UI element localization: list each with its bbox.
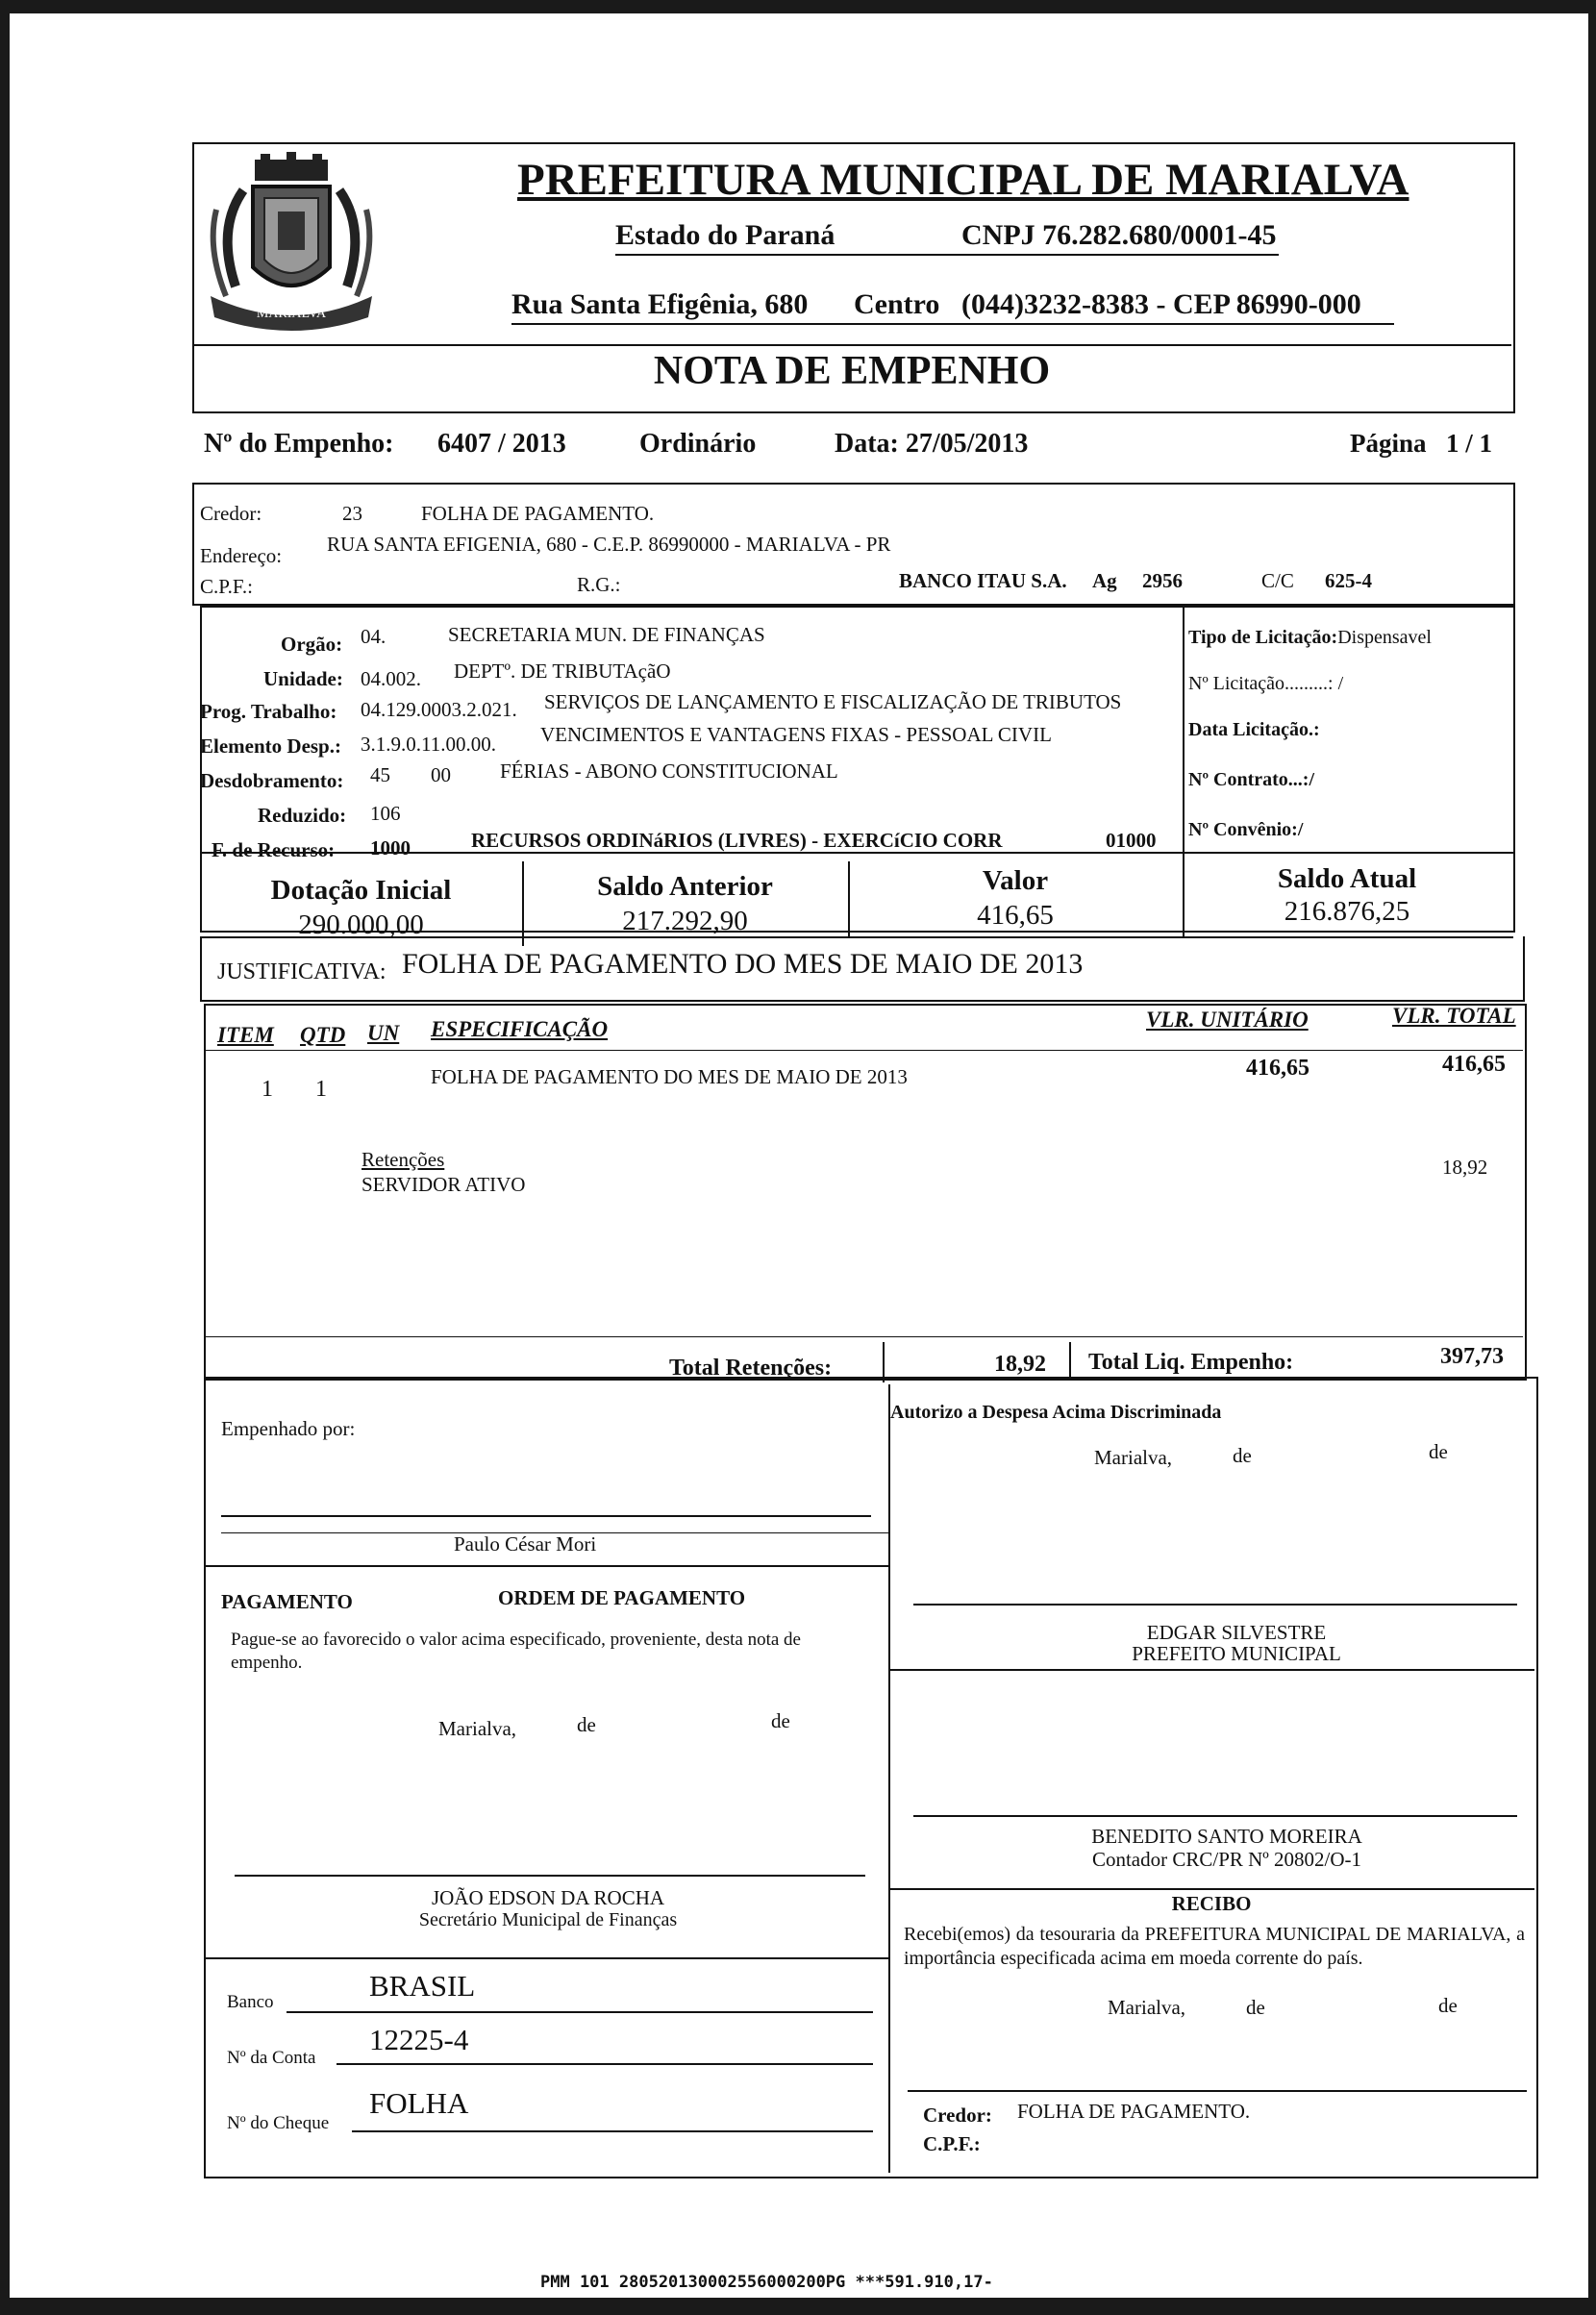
empenho-date: Data: 27/05/2013 [835, 429, 1029, 459]
prog-trabalho-label: Prog. Trabalho: [200, 700, 337, 723]
dotacao-label: Dotação Inicial [270, 875, 452, 906]
banco-value: BRASIL [369, 1969, 476, 2003]
endereco-label: Endereço: [200, 544, 283, 567]
state-name: Estado do Paraná [615, 219, 835, 251]
desdobramento-name: FÉRIAS - ABONO CONSTITUCIONAL [500, 759, 838, 783]
recibo-cpf-label: C.P.F.: [923, 2132, 981, 2155]
unidade-label: Unidade: [263, 667, 343, 690]
tipo-licitacao [1188, 627, 1432, 649]
prog-trabalho-name: SERVIÇOS DE LANÇAMENTO E FISCALIZAÇÃO DE TRIBUTOS [544, 690, 1122, 713]
agency-label: Ag [1092, 569, 1117, 592]
state-underline [615, 254, 1279, 256]
pagamento-text: Pague-se ao favorecido o valor acima especificado, proveniente, desta nota de empenho. [231, 1630, 801, 1673]
pagamento-place: Marialva, [438, 1717, 517, 1740]
conta-value: 12225-4 [369, 2023, 469, 2056]
saldo-atual-label: Saldo Atual [1277, 863, 1417, 894]
retencoes-value: 18,92 [1442, 1156, 1488, 1179]
svg-text:MARIALVA: MARIALVA [256, 307, 327, 321]
total-liquido-value: 397,73 [1440, 1344, 1504, 1369]
recibo-text: Recebi(emos) da tesouraria da PREFEITURA MUNICIPAL DE MARIALVA, a importância especificada acima em moeda corrente do país. [904, 1924, 1525, 1969]
scan-bottom-edge [0, 2298, 1596, 2315]
ordem-pagamento-label: ORDEM DE PAGAMENTO [498, 1586, 746, 1609]
col-un: UN [367, 1021, 400, 1045]
unidade-name: DEPTº. DE TRIBUTAçãO [454, 660, 671, 683]
recibo-de2: de [1438, 1994, 1458, 2017]
cheque-line [352, 2130, 873, 2132]
prog-trabalho-code: 04.129.0003.2.021. [361, 698, 517, 721]
col-vlr-unitario: VLR. UNITÁRIO [1146, 1008, 1309, 1032]
banco-line [287, 2011, 873, 2013]
header-divider [192, 344, 1511, 346]
cheque-value: FOLHA [369, 2086, 469, 2120]
prefeito-name: EDGAR SILVESTRE [1146, 1621, 1327, 1644]
scan-left-edge [0, 0, 10, 2315]
empenho-number: 6407 / 2013 [437, 429, 566, 459]
orgao-code: 04. [361, 625, 387, 648]
empenhado-signature-line [221, 1515, 871, 1517]
bank-name: BANCO ITAU S.A. [899, 569, 1067, 592]
secretario-signature-line [235, 1875, 865, 1877]
saldo-anterior-value: 217.292,90 [622, 906, 748, 936]
elemento-label: Elemento Desp.: [200, 734, 341, 758]
recibo-credor-value: FOLHA DE PAGAMENTO. [1017, 2100, 1251, 2123]
contador-name: BENEDITO SANTO MOREIRA [1091, 1825, 1362, 1848]
conta-label: Nº da Conta [227, 2048, 316, 2068]
recibo-credor-label: Credor: [923, 2103, 992, 2127]
account-label: C/C [1261, 569, 1294, 592]
totals-top-line [204, 1336, 1523, 1337]
account-number: 625-4 [1325, 569, 1372, 592]
prefeito-bottom-line [888, 1669, 1534, 1671]
phone-cep: (044)3232-8383 - CEP 86990-000 [961, 288, 1361, 320]
orgao-name: SECRETARIA MUN. DE FINANÇAS [448, 623, 765, 646]
total-liquido-label: Total Liq. Empenho: [1088, 1350, 1294, 1375]
tipo-licitacao-value: Dispensavel [1337, 627, 1432, 648]
scan-right-edge [1588, 0, 1596, 2315]
tipo-licitacao-label: Tipo de Licitação: [1188, 627, 1338, 648]
banco-top-line [204, 1957, 888, 1959]
address-underline [511, 323, 1394, 325]
banco-label: Banco [227, 1992, 274, 2012]
district: Centro [854, 288, 940, 320]
recibo-top-line [888, 1888, 1534, 1890]
col-item: ITEM [217, 1023, 274, 1047]
classification-divider [1183, 606, 1185, 852]
pagamento-de2: de [771, 1709, 790, 1732]
agency-number: 2956 [1142, 569, 1183, 592]
signature-box [204, 1377, 1538, 2178]
signature-center-divider [888, 1384, 890, 2173]
coat-of-arms-icon [197, 152, 386, 344]
desdobramento-label: Desdobramento: [200, 769, 344, 792]
numero-contrato: Nº Contrato...:/ [1188, 769, 1315, 790]
saldo-anterior-label: Saldo Anterior [597, 871, 773, 902]
recurso-name: RECURSOS ORDINáRIOS (LIVRES) - EXERCíCIO CORR [471, 829, 1003, 852]
prefeito-role: PREFEITO MUNICIPAL [1132, 1642, 1341, 1665]
numero-licitacao: Nº Licitação.........: / [1188, 673, 1344, 694]
contador-signature-line [913, 1815, 1517, 1817]
orgao-label: Orgão: [281, 633, 343, 656]
empenho-type: Ordinário [639, 429, 757, 459]
elemento-code: 3.1.9.0.11.00.00. [361, 733, 496, 756]
col-vlr-total: VLR. TOTAL [1392, 1004, 1516, 1028]
secretario-name: JOÃO EDSON DA ROCHA [431, 1886, 665, 1909]
recibo-signature-line [908, 2090, 1527, 2092]
justificativa-text: FOLHA DE PAGAMENTO DO MES DE MAIO DE 2013 [402, 948, 1084, 980]
street-address: Rua Santa Efigênia, 680 [511, 288, 809, 320]
page-number: 1 / 1 [1446, 429, 1493, 458]
cheque-label: Nº do Cheque [227, 2113, 330, 2133]
recibo-de1: de [1246, 1996, 1265, 2019]
rg-label: R.G.: [577, 573, 621, 596]
row-qtd: 1 [315, 1077, 327, 1102]
pagamento-de1: de [577, 1713, 596, 1736]
recurso-code: 1000 [370, 836, 411, 859]
pagamento-top-line [204, 1565, 888, 1567]
scan-top-edge [0, 0, 1596, 13]
conta-line [337, 2063, 873, 2065]
saldos-top-line [200, 852, 1513, 854]
credor-code: 23 [342, 502, 362, 525]
row-vlr-total: 416,65 [1442, 1052, 1506, 1077]
col-especificacao: ESPECIFICAÇÃO [431, 1017, 609, 1041]
desdobramento-code2: 00 [431, 763, 451, 786]
prefeito-signature-line [913, 1604, 1517, 1606]
contador-role: Contador CRC/PR Nº 20802/O-1 [1091, 1848, 1362, 1871]
saldo-atual-value: 216.876,25 [1284, 896, 1410, 927]
document-title: NOTA DE EMPENHO [653, 349, 1051, 393]
reduzido-label: Reduzido: [258, 804, 347, 827]
empenhado-signer: Paulo César Mori [454, 1532, 597, 1556]
elemento-name: VENCIMENTOS E VANTAGENS FIXAS - PESSOAL CIVIL [540, 723, 1052, 746]
row-item: 1 [262, 1077, 273, 1102]
secretario-role: Secretário Municipal de Finanças [418, 1909, 678, 1930]
recurso-label: F. de Recurso: [212, 838, 336, 861]
autorizo-de2: de [1429, 1440, 1448, 1463]
col-qtd: QTD [300, 1023, 346, 1047]
autorizo-place: Marialva, [1094, 1446, 1173, 1469]
page-label: Página [1350, 429, 1427, 458]
pagamento-label: PAGAMENTO [221, 1590, 353, 1613]
retencoes-label: Retenções [362, 1148, 445, 1171]
autorizo-label: Autorizo a Despesa Acima Discriminada [890, 1402, 1222, 1423]
recibo-place: Marialva, [1108, 1996, 1186, 2019]
justificativa-label: JUSTIFICATIVA: [217, 959, 387, 984]
items-header-line [204, 1050, 1523, 1051]
numero-convenio: Nº Convênio:/ [1188, 819, 1304, 840]
recibo-label: RECIBO [1171, 1892, 1252, 1915]
reduzido-value: 106 [370, 802, 401, 825]
desdobramento-code1: 45 [370, 763, 390, 786]
municipality-title: PREFEITURA MUNICIPAL DE MARIALVA [517, 155, 1409, 205]
empenhado-label: Empenhado por: [221, 1417, 356, 1440]
total-retencoes-value: 18,92 [994, 1352, 1046, 1377]
footer-code: PMM 101 280520130002556000200PG ***591.910,17- [540, 2273, 993, 2292]
cpf-label: C.P.F.: [200, 575, 253, 598]
data-licitacao: Data Licitação.: [1188, 719, 1320, 740]
totals-divider-2 [1069, 1342, 1071, 1381]
recurso-code2: 01000 [1106, 829, 1157, 852]
valor-label: Valor [982, 865, 1049, 896]
row-vlr-unitario: 416,65 [1246, 1056, 1309, 1081]
autorizo-de1: de [1233, 1444, 1252, 1467]
empenho-number-label: Nº do Empenho: [204, 429, 394, 459]
valor-value: 416,65 [977, 900, 1054, 931]
credor-name: FOLHA DE PAGAMENTO. [421, 502, 655, 525]
credor-label: Credor: [200, 502, 262, 525]
dotacao-value: 290.000,00 [298, 909, 424, 940]
cnpj: CNPJ 76.282.680/0001-45 [961, 219, 1277, 251]
row-especificacao: FOLHA DE PAGAMENTO DO MES DE MAIO DE 2013 [431, 1065, 908, 1088]
retencoes-item: SERVIDOR ATIVO [362, 1173, 526, 1196]
endereco-value: RUA SANTA EFIGENIA, 680 - C.E.P. 86990000 - MARIALVA - PR [327, 533, 891, 556]
unidade-code: 04.002. [361, 667, 421, 690]
total-retencoes-label: Total Retenções: [669, 1356, 833, 1381]
